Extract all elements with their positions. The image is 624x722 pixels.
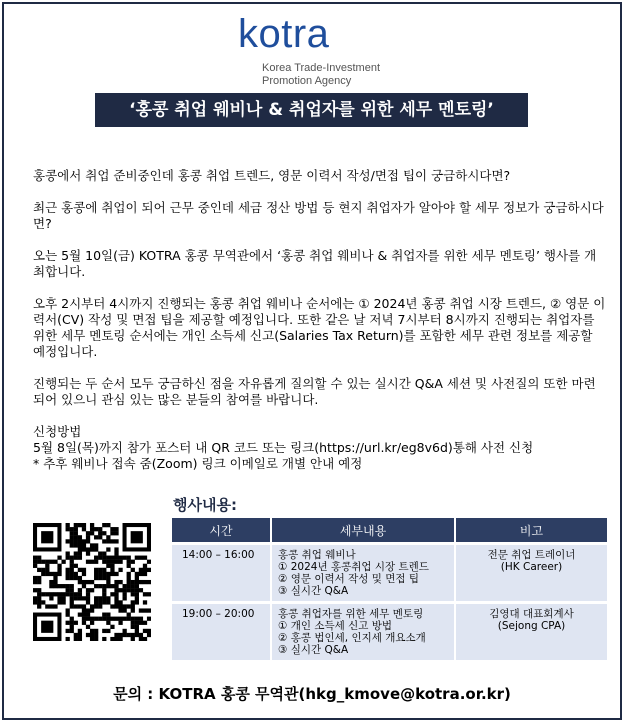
header-time: 시간 <box>172 518 271 544</box>
detail-item: ① 개인 소득세 신고 방법 <box>278 620 393 632</box>
paragraph-qa: 진행되는 두 순서 모두 궁금하신 점을 자유롭게 질의할 수 있는 실시간 Q&A 세션 및 사전질의 또한 마련되어 있으니 관심 있는 많은 분들의 참여를 바랍니다. <box>33 376 596 407</box>
detail-title: 홍콩 취업자를 위한 세무 멘토링 <box>278 608 424 620</box>
paragraph-intro-employees: 최근 홍콩에 취업이 되어 근무 중인데 세금 정산 방법 등 현지 취업자가 알아야 할 세무 정보가 궁금하시다면? <box>33 200 604 231</box>
schedule-table <box>172 518 607 660</box>
detail-item: ② 영문 이력서 작성 및 면접 팁 <box>278 573 420 585</box>
detail-title: 홍콩 취업 웨비나 <box>278 549 356 561</box>
detail-item: ② 홍콩 법인세, 인지세 개요소개 <box>278 632 426 644</box>
row-time: 14:00 – 16:00 <box>172 544 271 603</box>
row-notes <box>455 603 607 661</box>
logo-wordmark: kotra <box>238 12 330 56</box>
header-notes: 비고 <box>455 518 607 544</box>
row-time: 19:00 – 20:00 <box>172 603 271 661</box>
table-row <box>172 603 607 661</box>
paragraph-event-date: 오는 5월 10일(금) KOTRA 홍콩 무역관에서 ‘홍콩 취업 웨비나 & 취업자를 위한 세무 멘토링’ 행사를 개최합니다. <box>33 248 597 279</box>
kotra-logo <box>238 12 438 92</box>
application-heading: 신청방법 <box>33 424 82 439</box>
speaker-org: (HK Career) <box>500 561 563 573</box>
paragraph-program: 오후 2시부터 4시까지 진행되는 홍콩 취업 웨비나 순서에는 ① 2024년 홍콩 취업 시장 트렌드, ② 영문 이력서(CV) 작성 및 면접 팁을 제공할 예정입니다. 또한 같은 날 저녁 7시부터 8시까지 진행되는 취업자를 위한 세무 멘토링 순서에는 개인 소득세 신고(Salaries Tax Return)를 포함한 세무 관련 정보를 제공할 예정입니다. <box>33 296 606 359</box>
schedule-title: 행사내용: <box>173 496 237 514</box>
speaker-name: 전문 취업 트레이너 <box>487 549 576 561</box>
speaker-name: 김영대 대표회계사 <box>489 608 574 620</box>
logo-subtitle <box>262 62 380 88</box>
header-details: 세부내용 <box>271 518 455 544</box>
table-row <box>172 544 607 603</box>
announcement-body <box>33 168 607 472</box>
contact-footer: 문의 : KOTRA 홍콩 무역관(hkg_kmove@kotra.or.kr) <box>113 685 511 703</box>
speaker-org: (Sejong CPA) <box>497 620 566 632</box>
application-instructions: 5월 8일(목)까지 참가 포스터 내 QR 코드 또는 링크(https://url.kr/eg8v6d)통해 사전 신청 <box>33 440 534 455</box>
qr-code-graphic <box>33 523 151 641</box>
detail-item: ③ 실시간 Q&A <box>278 644 349 656</box>
row-details <box>271 544 455 603</box>
logo-subtitle-line1: Korea Trade-Investment <box>262 62 381 74</box>
schedule-header-row <box>172 518 607 544</box>
event-title-banner: ‘홍콩 취업 웨비나 & 취업자를 위한 세무 멘토링’ <box>95 93 528 127</box>
row-notes <box>455 544 607 603</box>
detail-item: ① 2024년 홍콩취업 시장 트렌드 <box>278 561 429 573</box>
row-details <box>271 603 455 661</box>
application-note: * 추후 웨비나 접속 줌(Zoom) 링크 이메일로 개별 안내 예정 <box>33 456 363 471</box>
detail-item: ③ 실시간 Q&A <box>278 585 349 597</box>
qr-code[interactable] <box>33 523 151 641</box>
paragraph-intro-jobseekers: 홍콩에서 취업 준비중인데 홍콩 취업 트렌드, 영문 이력서 작성/면접 팁이 궁금하시다면? <box>33 168 511 183</box>
logo-subtitle-line2: Promotion Agency <box>262 75 352 87</box>
